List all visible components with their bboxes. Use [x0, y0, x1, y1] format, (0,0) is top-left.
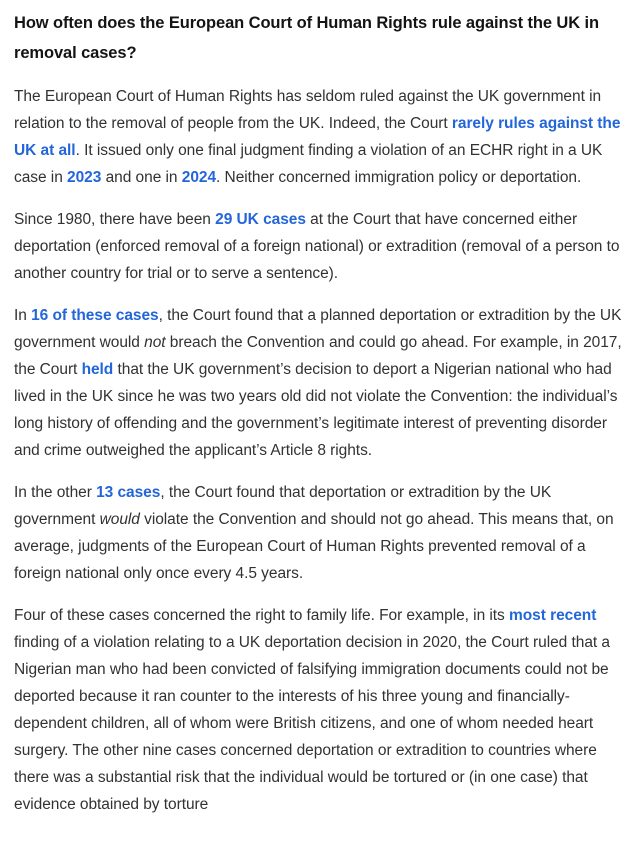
inline-link[interactable]: 2023 [67, 169, 102, 186]
inline-link[interactable]: 2024 [181, 169, 217, 186]
text-run: In [14, 307, 32, 324]
text-run: that the UK government’s decision to deport a Nigerian national who had lived in the UK since he was two years old did not violate the Convention: the individual’s long history of offending and the government’s legitimate interest of preventing disorder and crime outweighed the applicant’s Article 8 rights. [14, 361, 618, 459]
paragraph [14, 302, 622, 464]
inline-link[interactable]: 16 of these cases [31, 307, 159, 324]
text-run: and one in [101, 169, 182, 186]
inline-link[interactable]: 29 UK cases [215, 211, 306, 228]
paragraph [14, 479, 622, 587]
text-run: The European Court of Human Rights has seldom ruled against the UK government in relation to the removal of people from the UK. Indeed, the Court [14, 88, 602, 132]
text-run: at the Court that have concerned either deportation (enforced removal of a foreign national) or extradition (removal of a person to another country for trial or to serve a sentence). [14, 211, 620, 282]
inline-link[interactable]: most recent [509, 607, 597, 624]
text-run: . It issued only one final judgment finding a violation of an ECHR right in a UK case in [14, 142, 603, 186]
inline-link[interactable]: rarely rules against the UK at all [14, 115, 621, 159]
text-run: Four of these cases concerned the right to family life. For example, in its [14, 607, 510, 624]
text-run: finding of a violation relating to a UK deportation decision in 2020, the Court ruled that a Nigerian man who had been convicted of falsifying immigration documents could not be deported because it ran counter to the interests of his three young and financially-dependent children, all of whom were British citizens, and one of whom needed heart surgery. The other nine cases concerned deportation or extradition to countries where there was a substantial risk that the individual would be tortured or (in one case) that evidence obtained by torture [14, 634, 610, 813]
text-run: violate the Convention and should not go ahead. This means that, on average, judgments of the European Court of Human Rights prevented removal of a foreign national only once every 4.5 years. [14, 511, 614, 582]
italic-run: would [99, 511, 140, 528]
text-run: . Neither concerned immigration policy or deportation. [216, 169, 582, 186]
paragraph [14, 206, 622, 287]
article-body [14, 83, 622, 818]
text-run: , the Court found that deportation or extradition by the UK government [14, 484, 552, 528]
text-run: , the Court found that a planned deportation or extradition by the UK government would [14, 307, 622, 351]
text-run: Since 1980, there have been [14, 211, 216, 228]
inline-link[interactable]: held [81, 361, 114, 378]
text-run: breach the Convention and could go ahead. For example, in 2017, the Court [14, 334, 622, 378]
inline-link[interactable]: 13 cases [96, 484, 161, 501]
page-title: How often does the European Court of Human Rights rule against the UK in removal cases? [14, 14, 599, 62]
paragraph [14, 83, 622, 191]
paragraph [14, 602, 622, 818]
italic-run: not [144, 334, 166, 351]
text-run: In the other [14, 484, 97, 501]
